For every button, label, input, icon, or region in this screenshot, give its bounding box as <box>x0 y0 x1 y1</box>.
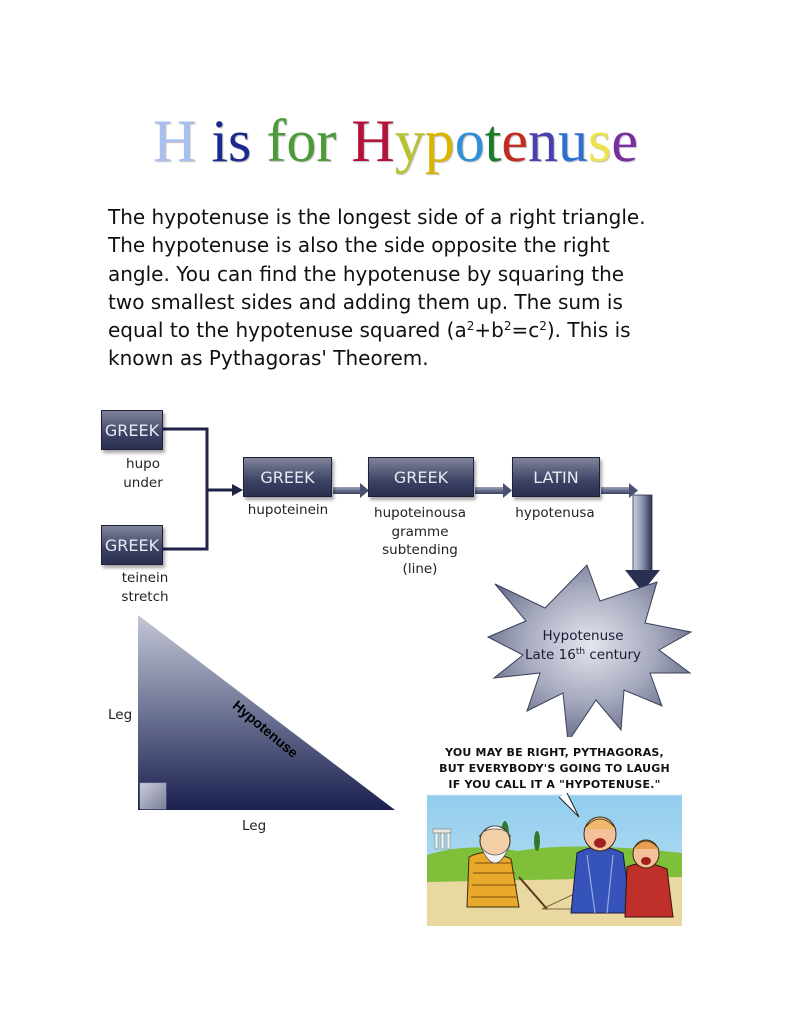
caption-line: (line) <box>402 560 438 577</box>
greek-box-hupo <box>101 410 163 450</box>
box-label: GREEK <box>260 467 315 487</box>
body-line: The hypotenuse is the longest side of a right triangle. <box>108 205 646 229</box>
superscript: 2 <box>466 319 475 334</box>
caption-line: gramme <box>391 523 449 540</box>
arrow-5-right <box>601 483 638 498</box>
hypotenuse-label: Hypotenuse <box>229 697 302 761</box>
burst-text-part: Late 16 <box>524 647 576 663</box>
formula-text: +b <box>474 318 504 343</box>
greek-box-hupoteinein <box>243 457 332 497</box>
speech-line: YOU MAY BE RIGHT, PYTHAGORAS, <box>445 746 664 759</box>
title-letter: n <box>528 108 558 174</box>
leg-label-bottom: Leg <box>242 818 267 834</box>
title-letter: s <box>228 108 252 174</box>
box-label: LATIN <box>533 467 579 487</box>
caption-line: stretch <box>121 588 169 605</box>
title-letter: p <box>424 108 455 174</box>
title-letter: u <box>558 108 588 174</box>
body-line: two smallest sides and adding them up. The sum is <box>108 289 623 314</box>
burst-line <box>503 646 663 665</box>
right-angle-marker <box>140 783 166 809</box>
body-line: The hypotenuse is also the side opposite the right <box>108 233 610 258</box>
caption-teinein <box>100 569 190 606</box>
caption-line: subtending <box>382 542 458 558</box>
caption-line: hypotenusa <box>515 505 595 521</box>
formula-text: ). This is <box>546 318 631 343</box>
greek-box-hupoteinousa <box>368 457 474 497</box>
title-letter: s <box>588 108 612 174</box>
formula-text: =c <box>511 318 540 343</box>
cartoon-illustration <box>427 737 682 926</box>
greek-box-teinein <box>101 525 163 565</box>
caption-line: hupo <box>126 456 160 472</box>
right-triangle <box>138 615 395 810</box>
title-letter: y <box>394 108 425 174</box>
caption-hupo <box>101 455 185 492</box>
latin-box-hypotenusa <box>512 457 600 497</box>
title-letter: r <box>316 108 337 174</box>
title-letter: f <box>266 108 287 174</box>
body-line: angle. You can find the hypotenuse by squaring the <box>108 261 625 286</box>
speech-line: IF YOU CALL IT A "HYPOTENUSE." <box>448 778 661 791</box>
speech-line: BUT EVERYBODY'S GOING TO LAUGH <box>439 762 670 775</box>
caption-line: hupoteinein <box>247 502 329 518</box>
caption-hypotenusa <box>505 504 605 523</box>
caption-hupoteinousa <box>360 504 480 578</box>
superscript: th <box>575 647 586 657</box>
title-letter: e <box>611 108 638 174</box>
burst-line: Hypotenuse <box>542 628 624 644</box>
caption-line: teinein <box>121 570 169 586</box>
caption-line: under <box>123 474 163 491</box>
arrow-3-4 <box>333 483 369 498</box>
arrow-head <box>232 484 243 496</box>
caption-hupoteinein <box>238 501 338 520</box>
down-arrow <box>625 495 660 592</box>
temple-icon <box>433 829 451 849</box>
title-letter: o <box>454 108 485 174</box>
arrow-4-5 <box>475 483 512 498</box>
caption-line: hupoteinousa <box>374 505 466 521</box>
title-letter: H <box>351 108 395 174</box>
title-letter: H <box>153 108 197 174</box>
burst-text-part: century <box>585 647 642 663</box>
title-letter: e <box>501 108 528 174</box>
superscript: 2 <box>503 319 512 334</box>
title-letter: i <box>211 108 229 174</box>
body-line: known as Pythagoras' Theorem. <box>108 346 429 371</box>
title-letter: o <box>286 108 317 174</box>
box-label: GREEK <box>104 420 160 440</box>
starburst-text <box>503 627 663 665</box>
box-label: GREEK <box>104 535 160 555</box>
title-letter: t <box>484 108 502 174</box>
cartoon-speech <box>427 745 682 793</box>
superscript: 2 <box>539 319 547 334</box>
box-label: GREEK <box>393 467 449 487</box>
formula-text: equal to the hypotenuse squared (a <box>108 318 467 343</box>
leg-label-left: Leg <box>108 707 133 723</box>
